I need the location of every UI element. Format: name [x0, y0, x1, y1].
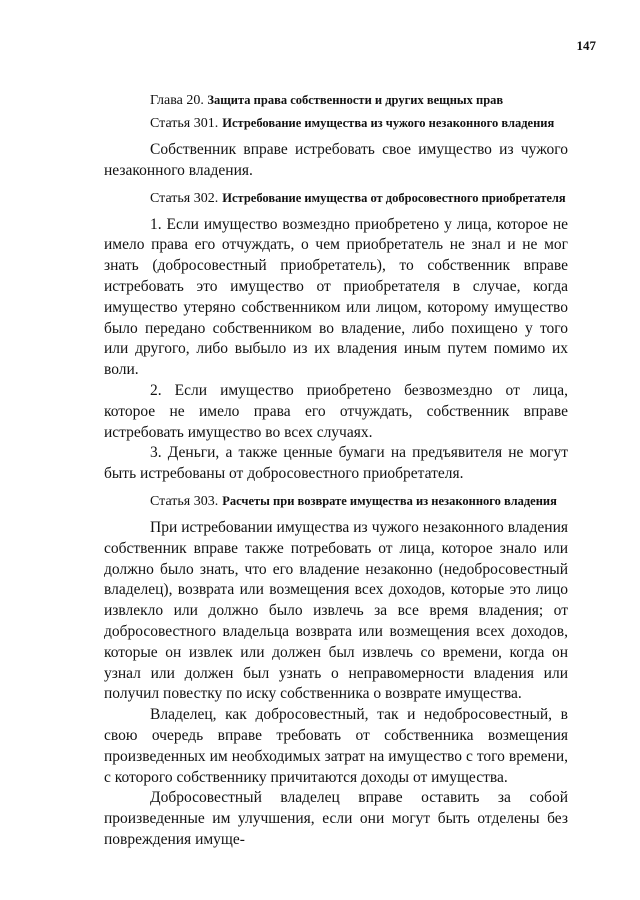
article-302-heading — [150, 191, 568, 206]
article-303-paragraph-1: При истребовании имущества из чужого незаконного владения собственник вправе также потребовать от лица, которое знало или должно было знать, что его владение незаконно (недобросовестный владелец), возврата или возмещения всех доходов, которые это лицо извлекло или должно было извлечь за все время владения; от добросовестного владельца возврата или возмещения всех доходов, которые он извлек или должен был извлечь со времени, когда он узнал или должен был узнать о неправомерности владения или получил повестку по иску собственника о возврате имущества. — [104, 518, 568, 703]
article-303-paragraph-3: Добросовестный владелец вправе оставить за собой произведенные им улучшения, если они могут быть отделены без повреждения имуще- — [104, 789, 568, 848]
page-number: 147 — [576, 38, 596, 53]
article-301-heading — [150, 116, 568, 131]
article-302-prefix: Статья 302. — [150, 190, 219, 206]
article-303-title: Расчеты при возврате имущества из незаконного владения — [222, 493, 557, 508]
chapter-title: Защита права собственности и других вещных прав — [207, 93, 504, 107]
article-302-paragraph-2: 2. Если имущество приобретено безвозмездно от лица, которое не имело права его отчуждать, собственник вправе истребовать имущество во всех случаях. — [104, 381, 568, 441]
article-301-title: Истребование имущества из чужого незаконного владения — [222, 116, 555, 130]
article-301-prefix: Статья 301. — [150, 116, 219, 131]
article-302-title: Истребование имущества от добросовестного приобретателя — [222, 190, 566, 205]
article-301-paragraph-1: Собственник вправе истребовать свое имущество из чужого незаконного владения. — [104, 141, 568, 179]
article-303-paragraph-2: Владелец, как добросовестный, так и недобросовестный, в свою очередь вправе требовать от собственника возмещения произведенных им необходимых затрат на имущество с того времени, с которого собственнику причитаются доходы от имущества. — [104, 706, 568, 786]
article-302-paragraph-1: 1. Если имущество возмездно приобретено у лица, которое не имело права его отчуждать, о чем приобретатель не знал и не мог знать (добросовестный приобретатель), то собственник вправе истребовать это имущество от приобретателя в случае, когда имущество утеряно собственником или лицом, которому имущество было передано собственником во владение, либо похищено у того или другого, либо выбыло из их владения иным путем помимо их воли. — [104, 215, 568, 379]
article-302-paragraph-3: 3. Деньги, а также ценные бумаги на предъявителя не могут быть истребованы от добросовестного приобретателя. — [104, 444, 568, 483]
article-303-prefix: Статья 303. — [150, 493, 219, 509]
chapter-heading — [150, 92, 568, 109]
chapter-prefix: Глава 20. — [150, 93, 204, 108]
article-303-heading — [150, 494, 568, 509]
document-body — [104, 92, 568, 851]
